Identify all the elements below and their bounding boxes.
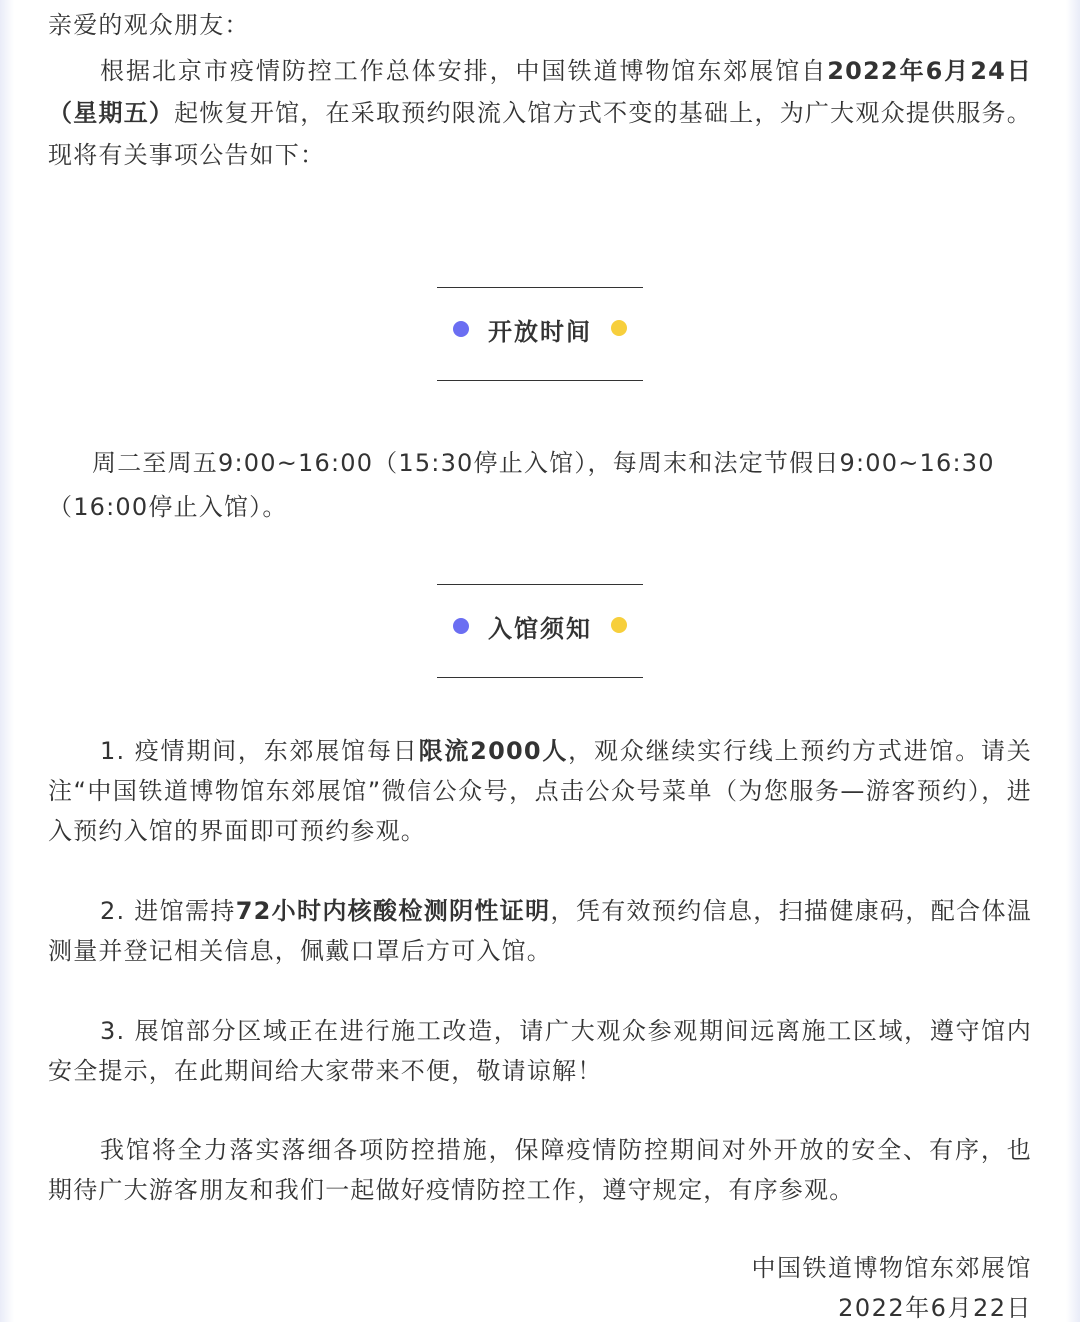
yellow-dot-icon [611, 617, 627, 633]
yellow-dot-icon [611, 320, 627, 336]
intro-text-after: 起恢复开馆，在采取预约限流入馆方式不变的基础上，为广大观众提供服务。现将有关事项公告如下： [48, 99, 1032, 169]
intro-paragraph [48, 50, 1032, 176]
notice-2-text-after: ，凭有效预约信息，扫描健康码，配合体温测量并登记相关信息，佩戴口罩后方可入馆。 [48, 897, 1032, 965]
signature-org: 中国铁道博物馆东郊展馆 [751, 1254, 1032, 1282]
section-header-open-hours [437, 287, 643, 381]
open-hours-line-1: 周二至周五9:00~16:00（15:30停止入馆），每周末和法定节假日9:00~16:30 [92, 449, 995, 477]
intro-reopen-date: 2022年6月24日（星期五） [48, 57, 1032, 127]
notice-1-text-after: ，观众继续实行线上预约方式进馆。请关注“中国铁道博物馆东郊展馆”微信公众号，点击公众号菜单（为您服务—游客预约），进入预约入馆的界面即可预约参观。 [48, 737, 1033, 845]
notice-2-text-before: 2. 进馆需持 [100, 897, 236, 925]
notice-2-test-requirement: 72小时内核酸检测阴性证明 [235, 897, 551, 925]
intro-text-before: 根据北京市疫情防控工作总体安排，中国铁道博物馆东郊展馆自 [100, 57, 828, 85]
signature [752, 1248, 1033, 1328]
open-hours-text [48, 441, 1032, 529]
notice-1-limit: 限流2000人 [418, 737, 569, 765]
section-header-notice [437, 584, 643, 678]
greeting: 亲爱的观众朋友： [48, 11, 250, 39]
signature-date: 2022年6月22日 [838, 1294, 1032, 1322]
closing-paragraph: 我馆将全力落实落细各项防控措施，保障疫情防控期间对外开放的安全、有序，也期待广大游客朋友和我们一起做好疫情防控工作，遵守规定，有序参观。 [48, 1136, 1032, 1204]
notice-item-3: 3. 展馆部分区域正在进行施工改造，请广大观众参观期间远离施工区域，遵守馆内安全提示，在此期间给大家带来不便，敬请谅解！ [48, 1017, 1032, 1085]
section-title-notice: 入馆须知 [488, 615, 592, 643]
notice-1-text-before: 1. 疫情期间，东郊展馆每日 [100, 737, 419, 765]
open-hours-line-2: （16:00停止入馆）。 [48, 493, 288, 521]
notice-item-2 [48, 891, 1032, 971]
section-title-open-hours: 开放时间 [488, 318, 592, 346]
notice-item-1 [48, 731, 1032, 851]
